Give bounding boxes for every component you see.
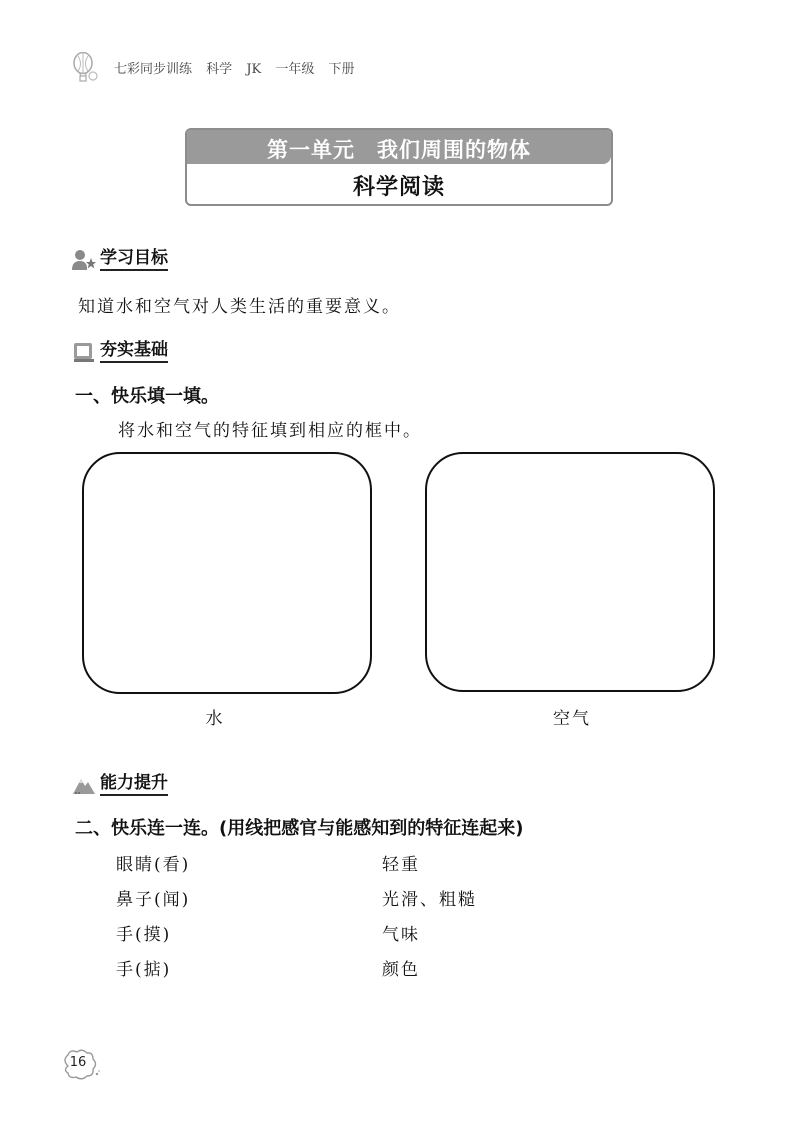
goals-text: 知道水和空气对人类生活的重要意义。 — [78, 297, 401, 317]
feature-item[interactable]: 气味 — [382, 925, 420, 945]
air-answer-box[interactable] — [425, 452, 715, 692]
water-answer-box[interactable] — [82, 452, 372, 694]
question-2-title: 二、快乐连一连。(用线把感官与能感知到的特征连起来) — [75, 818, 524, 839]
header-text — [114, 58, 365, 77]
section-ability — [72, 773, 168, 796]
learner-star-icon — [72, 249, 96, 271]
header-edition: JK — [246, 62, 262, 77]
water-box-label: 水 — [205, 709, 225, 729]
section-basics — [72, 340, 168, 363]
feature-item[interactable]: 光滑、粗糙 — [382, 890, 477, 910]
book-icon — [72, 341, 96, 363]
question-1-title: 一、快乐填一填。 — [75, 386, 219, 407]
mountain-icon — [72, 774, 96, 796]
question-1-instruction: 将水和空气的特征填到相应的框中。 — [118, 421, 422, 441]
balloon-logo-icon — [72, 52, 100, 86]
unit-title: 第一单元 我们周围的物体 — [267, 137, 531, 162]
sense-item[interactable]: 眼睛(看) — [116, 855, 191, 875]
section-goals-heading: 学习目标 — [100, 248, 168, 271]
section-goals — [72, 248, 168, 271]
unit-subtitle: 科学阅读 — [352, 174, 445, 200]
page-number: 16 — [69, 1055, 87, 1070]
sense-item[interactable]: 鼻子(闻) — [116, 890, 191, 910]
header-series: 七彩同步训练 — [114, 62, 193, 77]
sense-item[interactable]: 手(掂) — [116, 960, 172, 980]
header-grade: 一年级 — [275, 62, 315, 77]
page-header — [72, 52, 492, 86]
air-box-label: 空气 — [553, 709, 591, 729]
sense-item[interactable]: 手(摸) — [116, 925, 172, 945]
feature-item[interactable]: 颜色 — [382, 960, 420, 980]
section-ability-heading: 能力提升 — [100, 773, 168, 796]
feature-item[interactable]: 轻重 — [382, 855, 420, 875]
header-volume: 下册 — [328, 62, 355, 77]
section-basics-heading: 夯实基础 — [100, 340, 168, 363]
header-subject: 科学 — [206, 62, 233, 77]
unit-banner — [185, 128, 613, 206]
